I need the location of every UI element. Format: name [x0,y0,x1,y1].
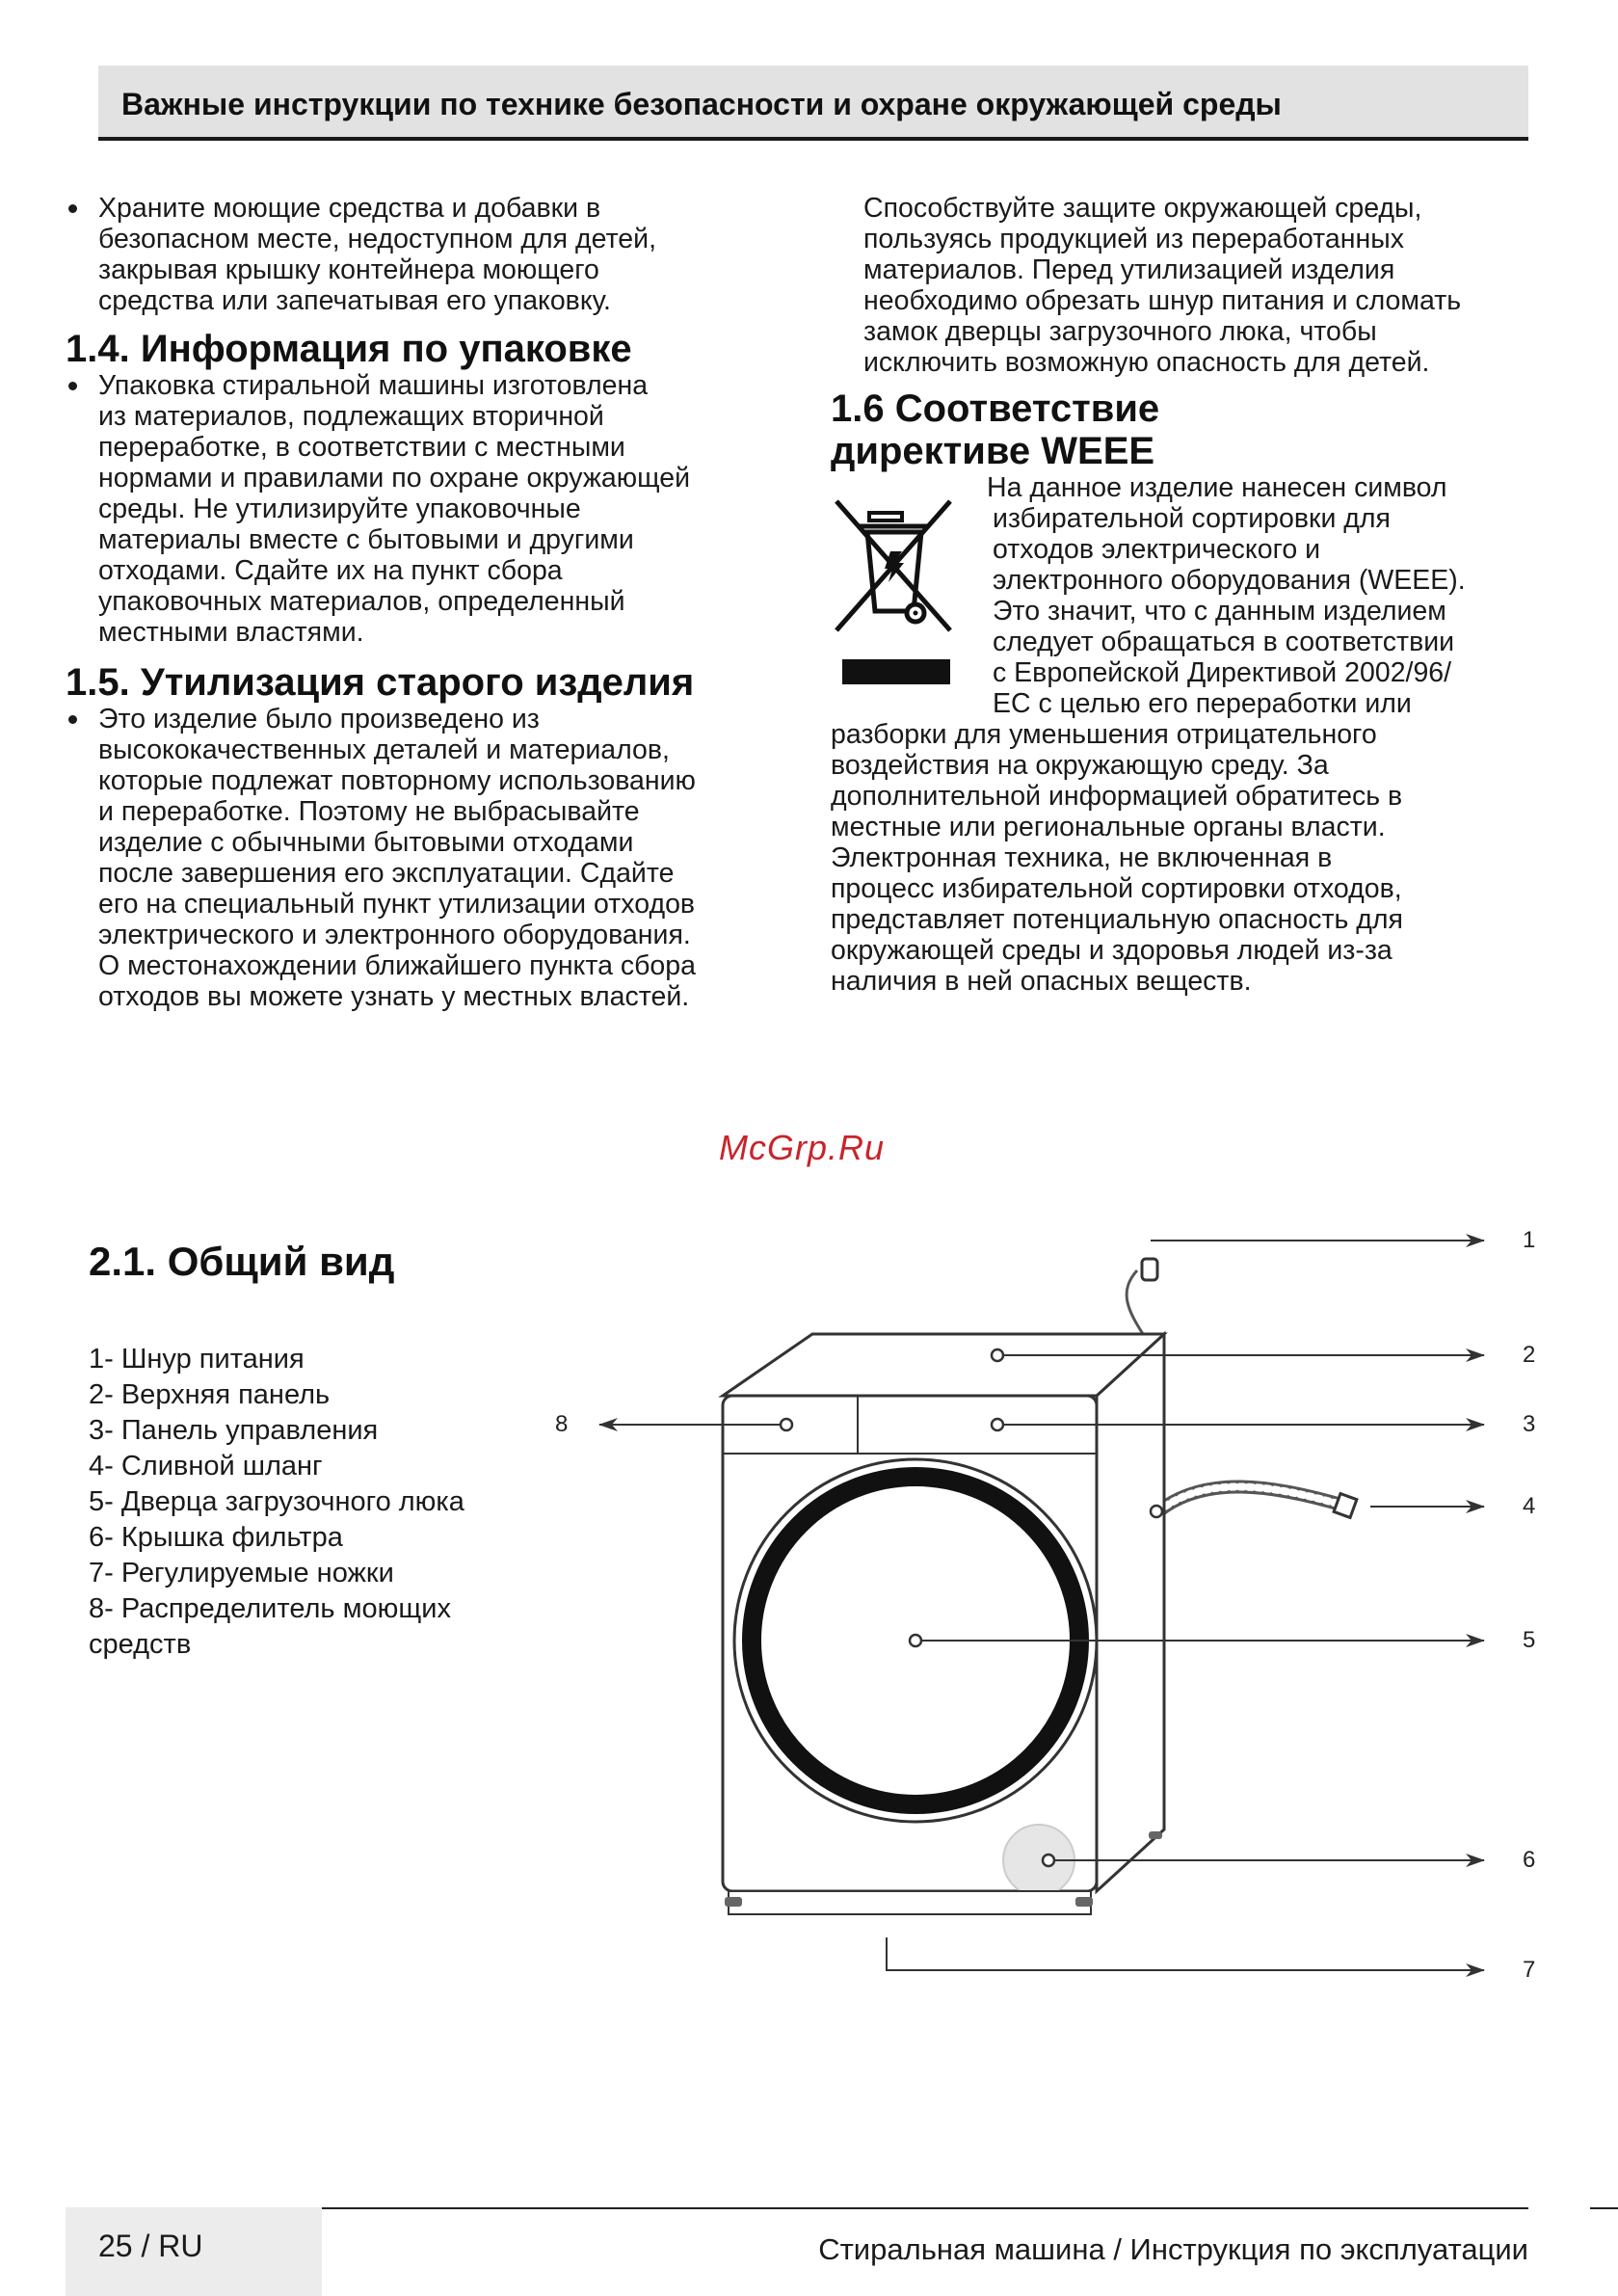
left-column [66,193,808,1012]
list-item: Это изделие было произведено из высококачественных деталей и материалов, которые подлежат повторному использованию и переработке. Поэтому не выбрасывайте изделие с обычными бытовыми отходами после завершения его эксплуатации. Сдайте его на специальный пункт утилизации отходов электрического и электронного оборудования. О местонахождении ближайшего пункта сбора отходов вы можете узнать у местных властей. [66,704,808,1012]
callout-number: 6 [1523,1847,1536,1873]
footer-tick [1590,2207,1618,2209]
footer-doc-title: Стиральная машина / Инструкция по эксплуатации [818,2232,1528,2266]
plug-icon [1142,1259,1157,1280]
weee-text-beside-icon: На данное изделие нанесен символ избирательной сортировки для отходов электрического и электронного оборудования (WEEE). Это значит, что с данным изделием следует обращаться в соответствии с Европейской Директивой 2002/96/ EC с целью его переработки или [987,472,1466,719]
adjustable-foot [1075,1897,1093,1907]
list-item: 6- Крышка фильтра [89,1522,343,1553]
packaging-bullet-list [66,370,808,648]
general-view-title: 2.1. Общий вид [89,1239,395,1284]
callout-number: 4 [1523,1493,1536,1519]
list-item: 5- Дверца загрузочного люка [89,1486,464,1517]
callout-number: 8 [555,1411,569,1437]
list-item: 1- Шнур питания [89,1344,305,1375]
adjustable-foot [725,1897,742,1907]
list-item: 7- Регулируемые ножки [89,1558,394,1589]
callout-number: 2 [1523,1342,1536,1368]
list-item: 3- Панель управления [89,1415,379,1446]
list-item: 2- Верхняя панель [89,1379,331,1410]
footer-divider [322,2207,1528,2209]
right-column [831,193,1544,997]
weee-crossed-bin-icon [831,494,956,686]
parts-list [89,1342,542,1663]
list-item: Упаковка стиральной машины изготовлена из материалов, подлежащих вторичной переработке, в соответствии с местными нормами и правилами по охране окружающей среды. Не утилизируйте упаковочные материалы вместе с бытовыми и другими отходами. Сдайте их на пункт сбора упаковочных материалов, определенный местными властями. [66,370,808,648]
environment-paragraph: Способствуйте защите окружающей среды, пользуясь продукцией из переработанных материалов. Перед утилизацией изделия необходимо обрезать шнур питания и сломать замок дверцы загрузочного люка, чтобы исключить возможную опасность для детей. [863,193,1462,378]
disposal-bullet-list [66,704,808,1012]
header-title: Важные инструкции по технике безопасности и охране окружающей среды [121,87,1282,121]
machine-side-panel [1097,1334,1164,1891]
watermark: McGrp.Ru [719,1128,886,1167]
section-title-disposal: 1.5. Утилизация старого изделия [66,661,695,704]
footer-page-box [66,2207,322,2296]
section-title-packaging: 1.4. Информация по упаковке [66,328,632,370]
intro-bullet-list [66,193,808,316]
weee-block [831,472,1544,997]
list-item: 4- Сливной шланг [89,1451,323,1482]
callout-number: 1 [1523,1227,1536,1253]
section-title-weee: 1.6 Соответствие директиве WEEE [831,387,1160,472]
machine-top-panel [723,1334,1164,1396]
callout-number: 5 [1523,1627,1536,1653]
list-item: Храните моющие средства и добавки в безопасном месте, недоступном для детей, закрывая крышку контейнера моющего средства или запечатывая его упаковку. [66,193,808,316]
list-item: 8- Распределитель моющих [89,1593,451,1624]
list-item: средств [89,1629,192,1660]
page-number: 25 / RU [98,2229,203,2263]
page-header [98,66,1528,141]
washing-machine-diagram [540,1205,1561,1995]
weee-text-full: разборки для уменьшения отрицательного воздействия на окружающую среду. За дополнительной информацией обратитесь в местные или региональные органы власти. Электронная техника, не включенная в процесс избирательной сортировки отходов, представляет потенциальную опасность для окружающей среды и здоровья людей из-за наличия в ней опасных веществ. [831,719,1403,997]
callout-line-7 [887,1937,1484,1970]
callout-number: 7 [1523,1957,1536,1983]
callout-number: 3 [1523,1411,1536,1437]
